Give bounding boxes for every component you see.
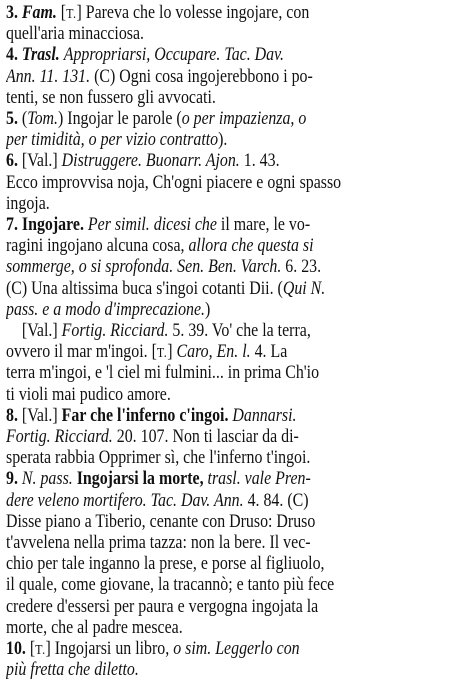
- text-run: Dannarsi.: [232, 405, 297, 426]
- text-run: 6.: [6, 151, 22, 172]
- text-line: [6, 596, 401, 618]
- text-run: (C) Una altissima buca s'ingoi cotanti Dii. (: [6, 278, 283, 299]
- text-run: 8.: [6, 405, 22, 426]
- text-line: [6, 638, 401, 660]
- text-run: [Val.]: [6, 321, 62, 341]
- text-line: [6, 574, 401, 596]
- text-run: Tom.: [27, 109, 59, 129]
- text-run: 5.: [6, 109, 22, 129]
- text-line: [6, 659, 401, 681]
- text-run: Distruggere. Buonarr. Ajon.: [61, 151, 240, 172]
- text-run: N. pass.: [21, 469, 77, 490]
- text-run: T.: [35, 643, 46, 658]
- text-run: Trasl.: [21, 45, 64, 66]
- text-run: Ingojare.: [21, 215, 88, 235]
- text-run: Fortig. Ricciard.: [61, 321, 169, 341]
- text-run: allora che questa si: [188, 236, 314, 257]
- text-run: il mare, le vo-: [216, 215, 311, 235]
- text-run: T.: [66, 7, 77, 22]
- text-run: 1. 43.: [239, 151, 280, 172]
- text-line: [6, 553, 401, 575]
- text-line: [6, 172, 401, 194]
- text-run: Per simil. dicesi che: [87, 215, 217, 235]
- text-run: pass. e a modo d'imprecazione.: [6, 299, 206, 320]
- text-line: [6, 44, 401, 66]
- text-run: morte, che al padre mescea.: [6, 617, 183, 638]
- text-run: ragini ingojano alcuna cosa,: [6, 236, 189, 257]
- text-run: il quale, come giovane, la tracannò; e tanto più fece: [6, 575, 335, 596]
- text-run: sperata rabbia Opprimer sì, che l'inferno t'ingoi.: [6, 448, 311, 469]
- text-run: Appropriarsi, Occupare. Tac. Dav.: [63, 45, 284, 66]
- text-line: [6, 23, 401, 45]
- text-run: trasl. vale Pren-: [207, 469, 311, 490]
- text-line: [6, 87, 401, 109]
- text-line: [6, 447, 401, 469]
- text-line: [6, 193, 401, 215]
- text-run: 6. 23.: [281, 257, 322, 278]
- text-run: ovvero il mar m'ingoi. [: [6, 342, 157, 363]
- text-line: [6, 511, 401, 533]
- text-run: 4. 84. (C): [243, 490, 309, 511]
- text-run: Fortig. Ricciard.: [6, 427, 113, 447]
- text-line: [6, 299, 401, 321]
- text-run: [: [56, 3, 67, 23]
- text-run: (C) Ogni cosa ingojerebbono i po-: [90, 66, 313, 87]
- text-run: 4.: [6, 45, 22, 66]
- text-run: sommerge, o si sprofonda. Sen. Ben. Varch.: [6, 257, 282, 278]
- text-run: tenti, se non fussero gli avvocati.: [6, 87, 216, 108]
- text-run: 20. 107. Non ti lasciar da di-: [112, 427, 299, 447]
- text-run: ti violi mai pudico amore.: [6, 384, 171, 405]
- text-run: 5. 39. Vo' che la terra,: [168, 321, 311, 341]
- text-run: terra m'ingoi, e 'l ciel mi fulmini... in prima Ch'io: [6, 363, 320, 384]
- text-line: [6, 490, 401, 512]
- text-run: per timidità, o per vizio contratto: [6, 130, 219, 151]
- text-run: ).: [218, 130, 228, 151]
- text-run: Ann. 11. 131.: [6, 66, 91, 87]
- text-line: [6, 108, 401, 130]
- text-line: [6, 129, 401, 151]
- text-run: ]: [167, 342, 177, 363]
- text-run: Disse piano a Tiberio, cenante con Druso: Druso: [6, 511, 316, 532]
- text-run: o sim. Leggerlo con: [173, 639, 300, 659]
- text-line: [6, 235, 401, 257]
- text-run: 3.: [6, 3, 22, 23]
- text-line: [6, 362, 401, 384]
- text-run: credere d'essersi per paura e vergogna ingojata la: [6, 596, 319, 617]
- text-line: [6, 214, 401, 236]
- text-run: t'avvelena nella prima tazza: non la bere. Il vec-: [6, 533, 311, 553]
- text-run: 7.: [6, 215, 22, 235]
- text-line: [6, 468, 401, 490]
- text-run: ingoja.: [6, 193, 50, 214]
- text-run: Fam.: [21, 3, 57, 23]
- text-run: ) Ingojar le parole (: [58, 109, 182, 129]
- text-run: ): [205, 299, 211, 320]
- text-line: [6, 341, 401, 363]
- text-line: [6, 256, 401, 278]
- text-run: [: [29, 639, 36, 659]
- text-run: Ecco improvvisa noja, Ch'ogni piacere e ogni spasso: [6, 172, 342, 193]
- text-run: chio per tale inganno la prese, e porse al figliuolo,: [6, 554, 325, 575]
- text-line: [6, 278, 401, 300]
- text-run: ] Pareva che lo volesse ingojare, con: [76, 3, 310, 23]
- text-run: 10.: [6, 639, 30, 659]
- text-run: Caro, En. l.: [176, 342, 251, 363]
- text-run: 4. La: [250, 342, 288, 363]
- text-run: T.: [156, 346, 168, 362]
- text-run: ] Ingojarsi un libro,: [45, 639, 174, 659]
- text-line: [6, 320, 401, 342]
- text-run: [Val.]: [21, 405, 62, 426]
- text-run: Qui N.: [282, 278, 326, 299]
- text-run: Far che l'inferno c'ingoi.: [61, 405, 233, 426]
- text-run: [Val.]: [21, 151, 62, 172]
- text-line: [6, 617, 401, 639]
- text-line: [6, 150, 401, 172]
- text-line: [6, 66, 401, 88]
- text-line: [6, 405, 401, 427]
- text-run: dere veleno mortifero. Tac. Dav. Ann.: [6, 490, 244, 511]
- text-run: o per impazienza, o: [181, 109, 307, 129]
- text-line: [6, 2, 401, 24]
- text-run: più fretta che diletto.: [6, 660, 139, 681]
- text-run: quell'aria minacciosa.: [6, 24, 145, 45]
- text-run: 9.: [6, 469, 22, 490]
- text-line: [6, 384, 401, 406]
- text-run: (: [21, 109, 28, 129]
- text-line: [6, 426, 401, 448]
- text-line: [6, 532, 401, 554]
- text-run: Ingojarsi la morte,: [76, 469, 208, 490]
